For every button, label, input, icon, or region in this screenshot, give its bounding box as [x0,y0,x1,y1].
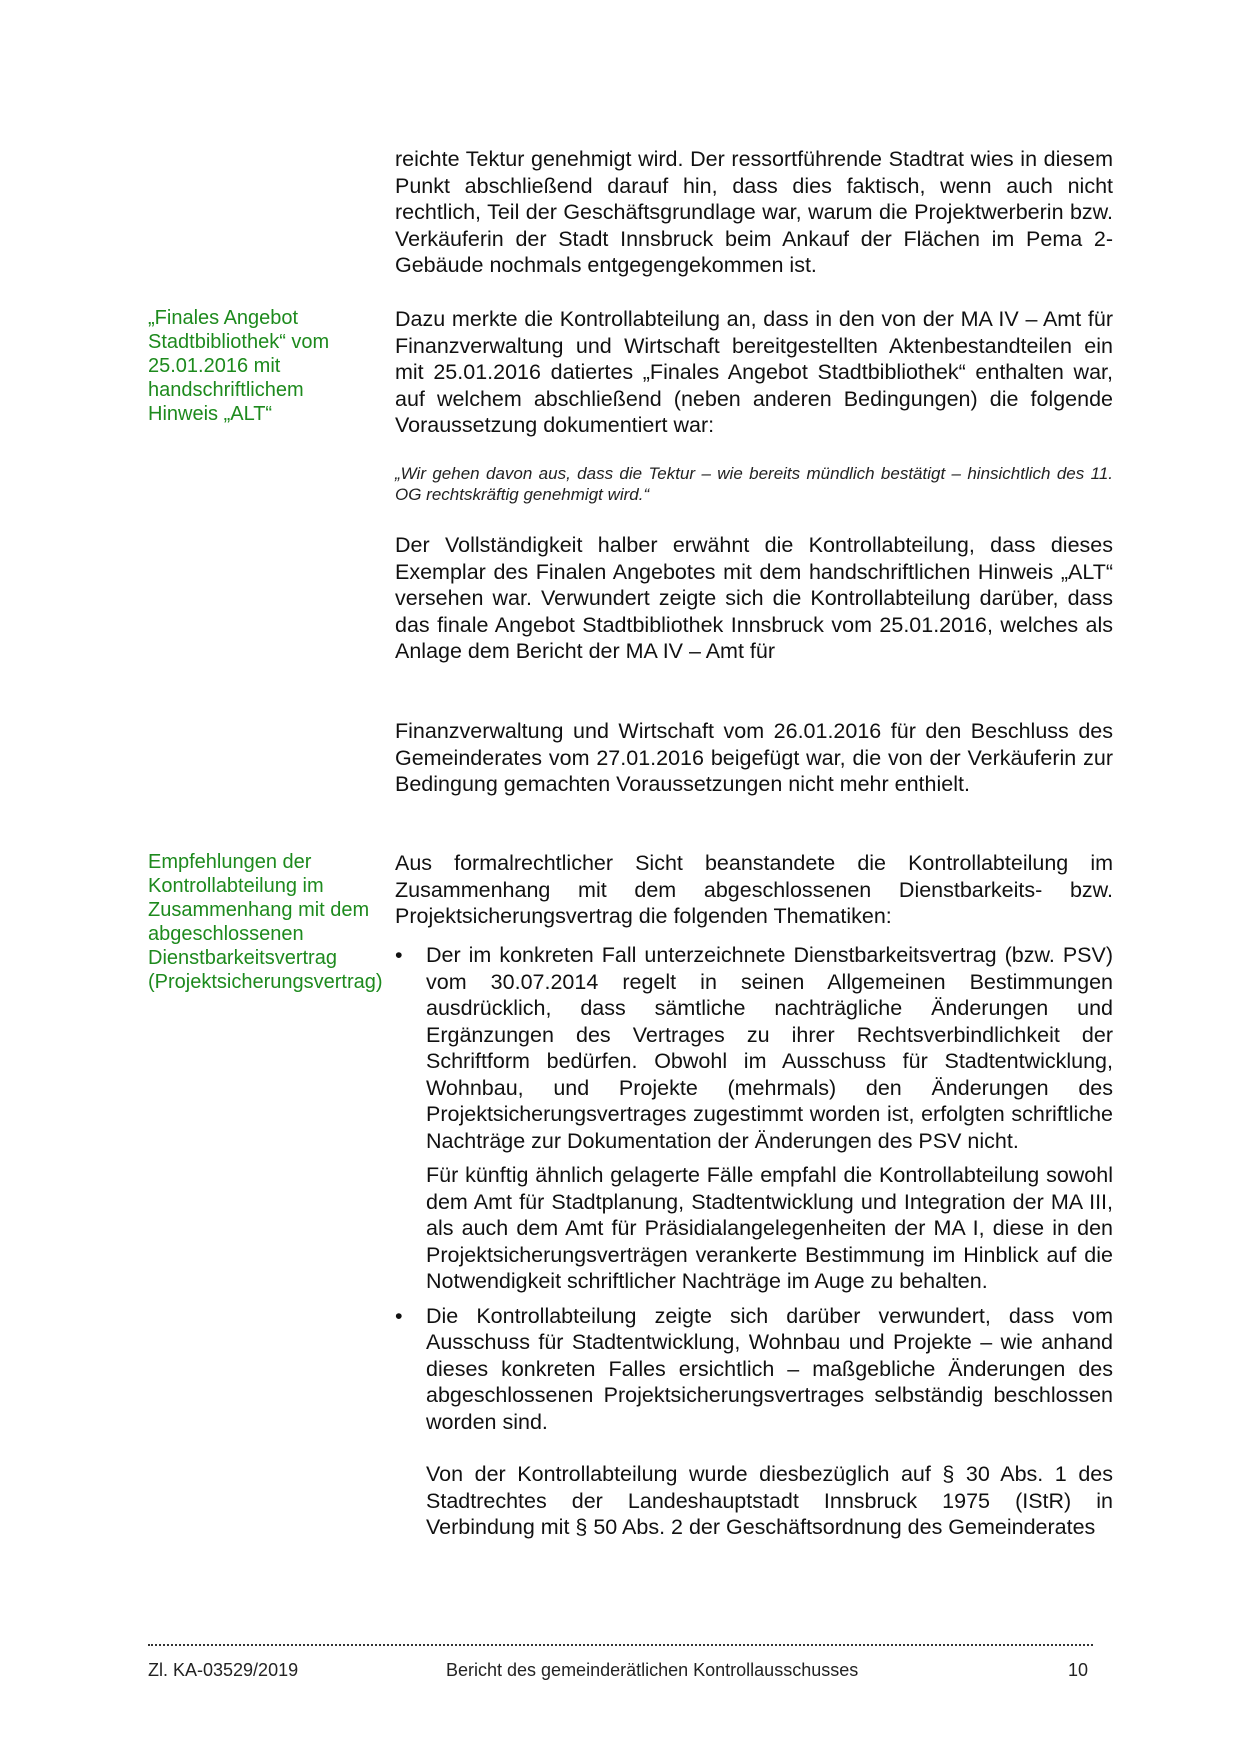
paragraph-5-text: Aus formalrechtlicher Sicht beanstandete die Kontrollabteilung im Zusammenhang mit dem abgeschlossenen Dienstbarkeits- bzw. Projektsicherungsvertrag die folgenden Thematiken: [395,851,1113,928]
bullet-item-1-text: Der im konkreten Fall unterzeichnete Dienstbarkeitsvertrag (bzw. PSV) vom 30.07.2014 regelt in seinen Allgemeinen Bestimmungen ausdrücklich, dass sämtliche nachträgliche Änderungen und Ergänzungen des Vertrages zu ihrer Rechtsverbindlichkeit der Schriftform bedürfen. Obwohl im Ausschuss für Stadtentwicklung, Wohnbau, und Projekte (mehrmals) den Änderungen des Projektsicherungsvertrages zugestimmt worden ist, erfolgten schriftliche Nachträge zur Dokumentation der Änderungen des PSV nicht. [426,943,1113,1153]
bullet-item-2-follow [395,1461,1113,1541]
bullet-item-1 [395,942,1113,1154]
paragraph-2-text: Dazu merkte die Kontrollabteilung an, dass in den von der MA IV – Amt für Finanzverwaltung und Wirtschaft bereitgestellten Aktenbestandteilen ein mit 25.01.2016 datiertes „Finales Angebot Stadtbibliothek“ enthalten war, auf welchem abschließend (neben anderen Bedingungen) die folgende Voraussetzung dokumentiert war: [395,307,1113,437]
paragraph-1 [395,146,1113,279]
bullet-icon: • [395,943,403,967]
footer-title: Bericht des gemeinderätlichen Kontrollausschusses [446,1660,859,1680]
bullet-item-1-follow [395,1162,1113,1295]
quote-block: „Wir gehen davon aus, dass die Tektur – wie bereits mündlich bestätigt – hinsichtlich des 11. OG rechtskräftig genehmigt wird.“ [395,464,1113,504]
footer-reference: Zl. KA-03529/2019 [148,1660,299,1680]
bullet-item-2 [395,1303,1113,1436]
bullet-list [395,942,1113,1541]
paragraph-5 [395,850,1113,930]
bullet-item-1-follow-text: Für künftig ähnlich gelagerte Fälle empfahl die Kontrollabteilung sowohl dem Amt für Stadtplanung, Stadtentwicklung und Integration der MA III, als auch dem Amt für Präsidialangelegenheiten der MA I, diese in den Projektsicherungsverträgen verankerte Bestimmung im Hinblick auf die Notwendigkeit schriftlicher Nachträge im Auge zu behalten. [426,1163,1113,1293]
paragraph-4-text: Finanzverwaltung und Wirtschaft vom 26.01.2016 für den Beschluss des Gemeinderates vom 27.01.2016 beigefügt war, die von der Verkäuferin zur Bedingung gemachten Voraussetzungen nicht mehr enthielt. [395,719,1113,796]
bullet-icon: • [395,1303,403,1328]
paragraph-1-text: reichte Tektur genehmigt wird. Der ressortführende Stadtrat wies in diesem Punkt abschließend darauf hin, dass dies faktisch, wenn auch nicht rechtlich, Teil der Geschäftsgrundlage war, warum die Projektwerberin bzw. Verkäuferin der Stadt Innsbruck beim Ankauf der Flächen im Pema 2-Gebäude nochmals entgegengekommen ist. [395,147,1113,277]
footer-page-number: 10 [1068,1660,1089,1680]
margin-note-recommendations: Empfehlungen der Kontrollabteilung im Zusammenhang mit dem abgeschlossenen Dienstbarkeitsvertrag (Projektsicherungsvertrag) [148,851,383,993]
paragraph-4 [395,718,1113,798]
bullet-item-2-text: Die Kontrollabteilung zeigte sich darüber verwundert, dass vom Ausschuss für Stadtentwicklung, Wohnbau und Projekte – wie anhand dieses konkreten Falles ersichtlich – maßgebliche Änderungen des abgeschlossenen Projektsicherungsvertrages selbständig beschlossen worden sind. [426,1303,1113,1434]
bullet-item-2-follow-text: Von der Kontrollabteilung wurde diesbezüglich auf § 30 Abs. 1 des Stadtrechtes der Landeshauptstadt Innsbruck 1975 (IStR) in Verbindung mit § 50 Abs. 2 der Geschäftsordnung des Gemeinderates [426,1462,1113,1539]
footer-divider [148,1644,1093,1646]
paragraph-3-text: Der Vollständigkeit halber erwähnt die Kontrollabteilung, dass dieses Exemplar des Finalen Angebotes mit dem handschriftlichen Hinweis „ALT“ versehen war. Verwundert zeigte sich die Kontrollabteilung darüber, dass das finale Angebot Stadtbibliothek Innsbruck vom 25.01.2016, welches als Anlage dem Bericht der MA IV – Amt für [395,533,1113,663]
paragraph-3 [395,532,1113,665]
paragraph-2 [395,306,1113,439]
margin-note-final-offer: „Finales Angebot Stadtbibliothek“ vom 25.01.2016 mit handschriftlichem Hinweis „ALT“ [148,307,330,425]
